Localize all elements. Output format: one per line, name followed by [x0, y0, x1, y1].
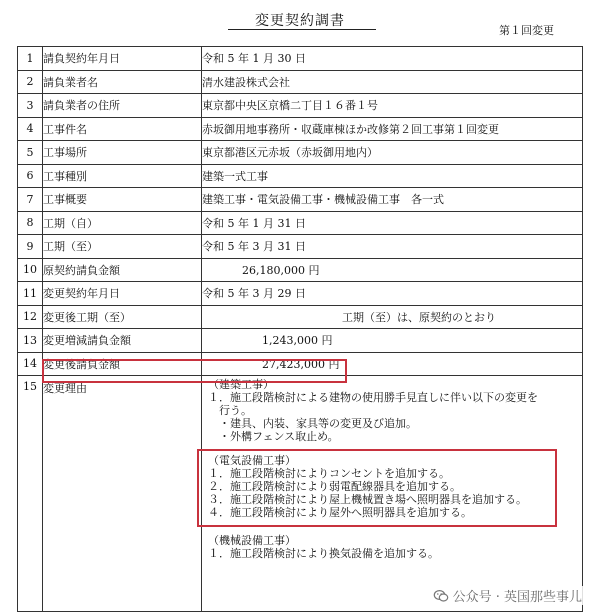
section-heading: （電気設備工事） — [208, 454, 296, 467]
row-label: 変更理由 — [43, 382, 87, 395]
watermark-text: 公众号 · 英国那些事儿 — [452, 590, 582, 605]
row-value: 令和 5 年 1 月 30 日 — [202, 52, 306, 66]
reason-line: １．施工段階検討によりコンセントを追加する。 — [208, 467, 450, 480]
row-label: 工期（至） — [43, 240, 98, 254]
row-number: 3 — [18, 94, 43, 118]
row-label: 変更後工期（至） — [43, 310, 131, 324]
table-row — [18, 329, 583, 353]
row-value: 東京都港区元赤坂（赤坂御用地内） — [202, 146, 378, 160]
row-label: 変更増減請負金額 — [43, 334, 131, 348]
table-row — [18, 164, 583, 188]
wechat-watermark — [431, 586, 584, 605]
table-row — [18, 376, 583, 612]
title-underline — [228, 29, 376, 30]
revision-label: 第１回変更 — [499, 24, 554, 37]
row-number: 2 — [18, 70, 43, 94]
row-number: 8 — [18, 211, 43, 235]
reason-line: １．施工段階検討により換気設備を追加する。 — [208, 547, 439, 560]
table-row — [18, 94, 583, 118]
table-row — [18, 70, 583, 94]
row-label: 請負契約年月日 — [43, 52, 120, 66]
table-row — [18, 117, 583, 141]
row-value: 工期（至）は、原契約のとおり — [342, 310, 496, 324]
wechat-icon — [433, 588, 449, 604]
row-label: 工事件名 — [43, 122, 87, 136]
row-label: 工事概要 — [43, 193, 87, 207]
row-value: 令和 5 年 3 月 29 日 — [202, 287, 306, 301]
row-number: 4 — [18, 117, 43, 141]
row-value: 令和 5 年 3 月 31 日 — [202, 240, 306, 254]
reason-line: ２．施工段階検討により弱電配線器具を追加する。 — [208, 480, 461, 493]
reason-line: ・建具、内装、家具等の変更及び追加。 — [208, 417, 417, 430]
table-row — [18, 188, 583, 212]
table-row — [18, 282, 583, 306]
row-label: 変更契約年月日 — [43, 287, 120, 301]
table-row — [18, 235, 583, 259]
reason-line: ４．施工段階検討により屋外へ照明器具を追加する。 — [208, 506, 472, 519]
row-label: 工事場所 — [43, 146, 87, 160]
table-row — [18, 258, 583, 282]
section-heading: （建築工事） — [208, 378, 274, 391]
row-value: 東京都中央区京橋二丁目１６番１号 — [202, 99, 378, 113]
reason-line: １．施工段階検討による建物の使用勝手見直しに伴い以下の変更を — [208, 391, 538, 404]
row-number: 10 — [18, 258, 43, 282]
table-row — [18, 141, 583, 165]
reason-body — [202, 376, 583, 612]
row-label: 請負業者名 — [43, 75, 98, 89]
section-heading: （機械設備工事） — [208, 534, 296, 547]
reason-line: ３．施工段階検討により屋上機械置き場へ照明器具を追加する。 — [208, 493, 527, 506]
row-number: 13 — [18, 329, 43, 353]
contract-table — [17, 46, 583, 612]
row-number: 12 — [18, 305, 43, 329]
row-label: 請負業者の住所 — [43, 99, 120, 113]
row-value: 27,423,000 円 — [262, 357, 340, 371]
row-value: 26,180,000 円 — [242, 263, 320, 277]
row-number: 7 — [18, 188, 43, 212]
row-label: 工期（自） — [43, 216, 98, 230]
reason-building — [208, 378, 538, 443]
row-value: 令和 5 年 1 月 31 日 — [202, 216, 306, 230]
reason-mechanical — [208, 534, 439, 560]
highlight-box-electrical — [197, 449, 557, 527]
highlight-box-row14 — [42, 359, 347, 383]
table-row — [18, 47, 583, 71]
row-label: 原契約請負金額 — [43, 263, 120, 277]
row-label: 工事種別 — [43, 169, 87, 183]
row-number: 5 — [18, 141, 43, 165]
row-value: 清水建設株式会社 — [202, 75, 290, 89]
row-value: 赤坂御用地事務所・収蔵庫棟ほか改修第２回工事第１回変更 — [202, 122, 499, 136]
row-number: 15 — [18, 376, 43, 612]
row-value: 建築工事・電気設備工事・機械設備工事 各一式 — [202, 193, 444, 207]
row-label: 変更後請負金額 — [43, 357, 120, 371]
table-row — [18, 211, 583, 235]
table-row — [18, 305, 583, 329]
row-number: 9 — [18, 235, 43, 259]
reason-line: ・外構フェンス取止め。 — [208, 430, 339, 443]
row-number: 1 — [18, 47, 43, 71]
row-value: 1,243,000 円 — [262, 334, 333, 348]
row-number: 14 — [18, 352, 43, 376]
row-number: 11 — [18, 282, 43, 306]
document-title: 変更契約調書 — [255, 13, 345, 29]
row-number: 6 — [18, 164, 43, 188]
row-value: 建築一式工事 — [202, 169, 268, 183]
reason-line: 行う。 — [208, 404, 252, 417]
